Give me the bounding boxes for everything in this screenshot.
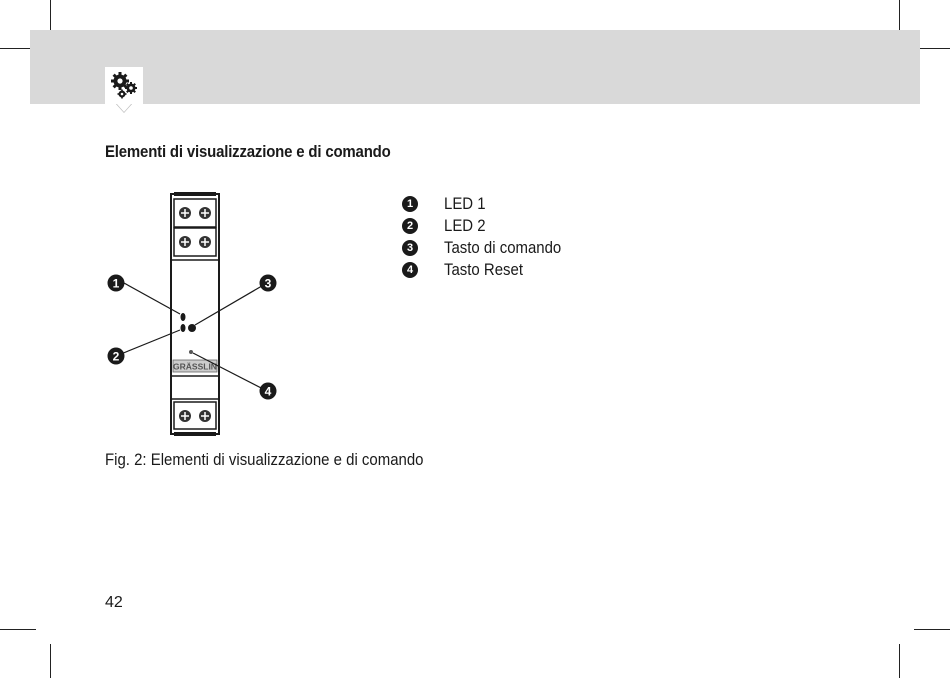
legend-number: 2: [402, 218, 418, 234]
led-1: [181, 313, 186, 321]
tab-pointer: [116, 103, 132, 112]
reset-button[interactable]: [189, 350, 193, 354]
legend-number: 4: [402, 262, 418, 278]
svg-text:3: 3: [264, 276, 272, 291]
callout-3: [260, 275, 277, 292]
legend-number: 3: [402, 240, 418, 256]
crop-mark-bottom-right-horizontal: [914, 629, 950, 630]
crop-mark-bottom-left-horizontal: [0, 629, 36, 630]
section-heading: Elementi di visualizzazione e di comando: [105, 142, 391, 161]
svg-text:4: 4: [264, 384, 272, 399]
led-2: [181, 324, 186, 332]
callout-2: [108, 348, 125, 365]
legend-item: [402, 215, 577, 237]
crop-mark-top-right-vertical: [899, 0, 900, 34]
device-figure: [100, 190, 290, 440]
legend-number: 1: [402, 196, 418, 212]
legend-label: Tasto Reset: [444, 260, 523, 279]
legend-item: [402, 259, 577, 281]
callout-4: [260, 383, 277, 400]
page-number: 42: [105, 594, 123, 611]
command-button[interactable]: [188, 324, 196, 332]
brand-label: GRÄSSLIN: [173, 361, 217, 372]
legend-label: LED 2: [444, 216, 486, 235]
crop-mark-bottom-left-vertical: [50, 644, 51, 678]
crop-mark-top-left-vertical: [50, 0, 51, 34]
legend-item: [402, 237, 577, 259]
legend-item: [402, 193, 577, 215]
svg-text:1: 1: [112, 276, 120, 291]
legend-label: LED 1: [444, 194, 486, 213]
legend-list: [402, 193, 577, 281]
gear-tab: [105, 67, 143, 104]
gears-icon: [105, 67, 143, 104]
callout-1: [108, 275, 125, 292]
crop-mark-bottom-right-vertical: [899, 644, 900, 678]
svg-text:2: 2: [112, 349, 120, 364]
din-rail-device-illustration: [100, 190, 290, 440]
figure-caption: Fig. 2: Elementi di visualizzazione e di comando: [105, 450, 424, 469]
header-band: [30, 30, 920, 104]
legend-label: Tasto di comando: [444, 238, 562, 257]
